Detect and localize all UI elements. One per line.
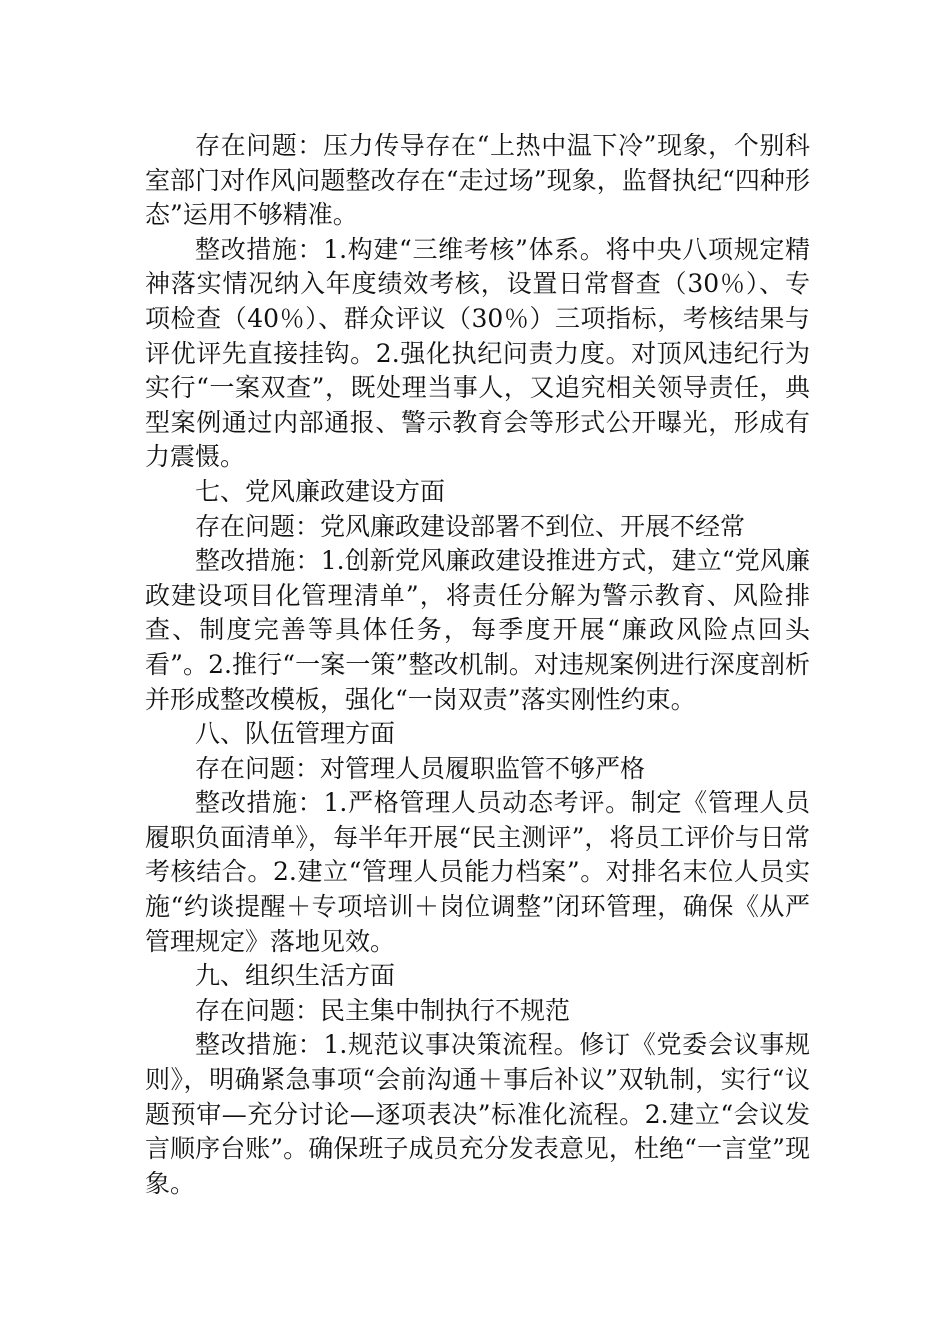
section-heading-8: 八、队伍管理方面: [195, 719, 396, 749]
paragraph-issue-8: 存在问题：对管理人员履职监管不够严格: [195, 753, 646, 783]
section-heading-7: 七、党风廉政建设方面: [195, 476, 446, 506]
section-heading-9: 九、组织生活方面: [195, 961, 396, 991]
paragraph-measures-8: 整改措施：1.严格管理人员动态考评。制定《管理人员履职负面清单》，每半年开展“民主测评”，将员工评价与日常考核结合。2.建立“管理人员能力档案”。对排名末位人员实施“约谈提醒＋专项培训＋岗位调整”闭环管理，确保《从严管理规定》落地见效。: [145, 788, 810, 956]
paragraph-measures-7: 整改措施：1.创新党风廉政建设推进方式，建立“党风廉政建设项目化管理清单”，将责任分解为警示教育、风险排查、制度完善等具体任务，每季度开展“廉政风险点回头看”。2.推行“一案一策”整改机制。对违规案例进行深度剖析并形成整改模板，强化“一岗双责”落实刚性约束。: [145, 546, 810, 714]
paragraph-issue-pressure: 存在问题：压力传导存在“上热中温下冷”现象，个别科室部门对作风问题整改存在“走过场”现象，监督执纪“四种形态”运用不够精准。: [145, 131, 810, 230]
paragraph-measures-assessment: 整改措施：1.构建“三维考核”体系。将中央八项规定精神落实情况纳入年度绩效考核，设置日常督查（30％）、专项检查（40％）、群众评议（30％）三项指标，考核结果与评优评先直接挂钩。2.强化执纪问责力度。对顶风违纪行为实行“一案双查”，既处理当事人，又追究相关领导责任，典型案例通过内部通报、警示教育会等形式公开曝光，形成有力震慑。: [145, 234, 810, 472]
paragraph-measures-9: 整改措施：1.规范议事决策流程。修订《党委会议事规则》，明确紧急事项“会前沟通＋事后补议”双轨制，实行“议题预审—充分讨论—逐项表决”标准化流程。2.建立“会议发言顺序台账”。确保班子成员充分发表意见，杜绝“一言堂”现象。: [145, 1030, 810, 1198]
document-page: [145, 129, 810, 1201]
paragraph-issue-9: 存在问题：民主集中制执行不规范: [195, 995, 571, 1025]
paragraph-issue-7: 存在问题：党风廉政建设部署不到位、开展不经常: [195, 511, 746, 541]
